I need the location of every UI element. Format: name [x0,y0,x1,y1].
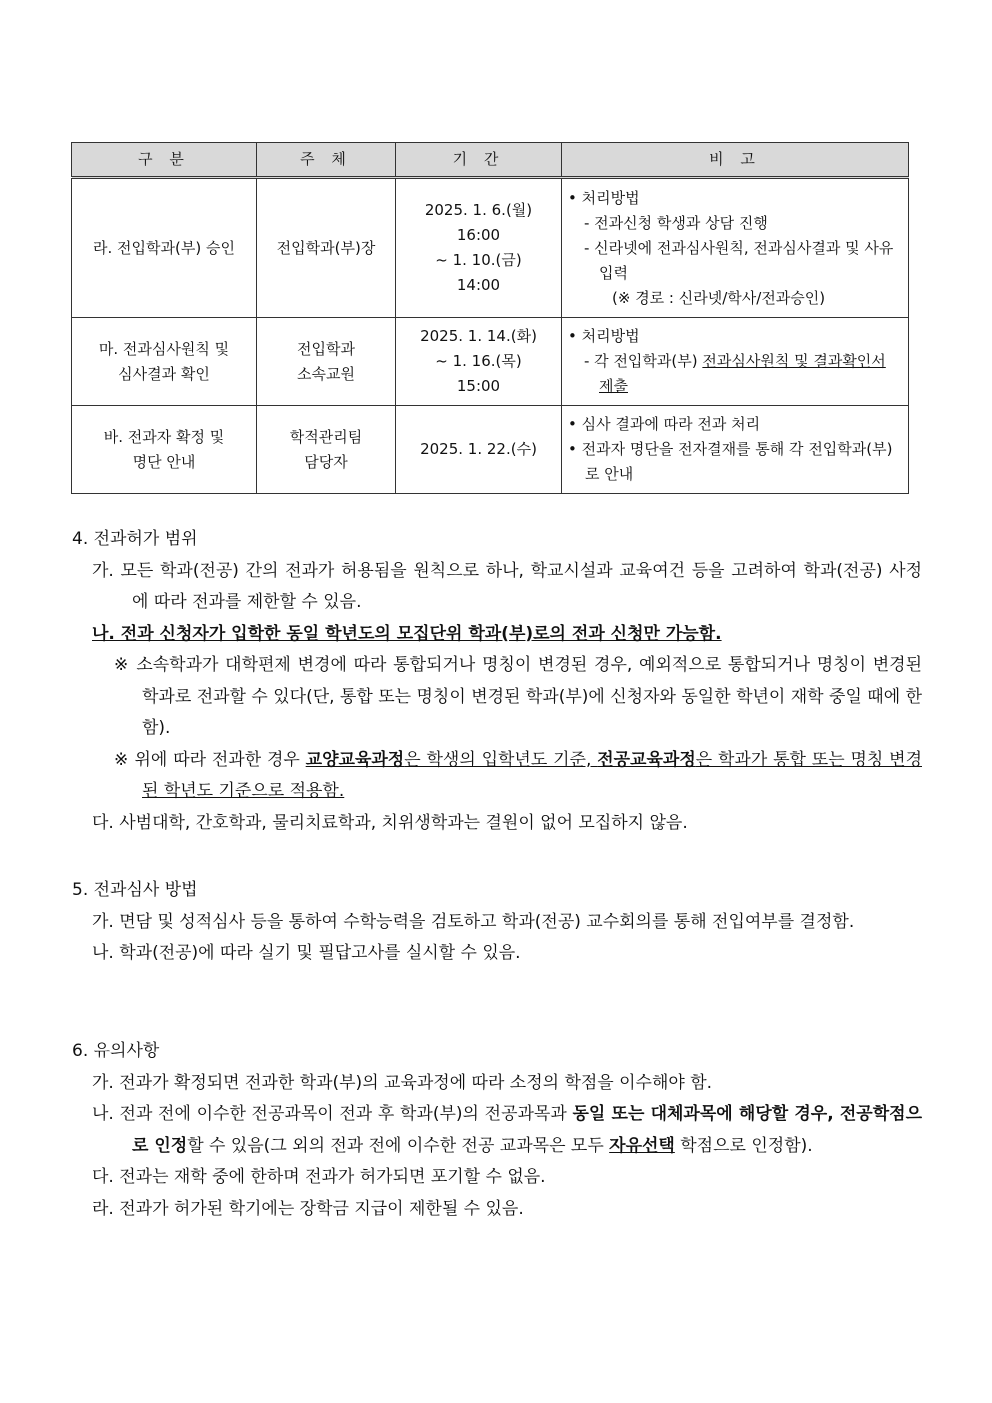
list-item: 가. 모든 학과(전공) 간의 전과가 허용됨을 원칙으로 하나, 학교시설과 교육여건 등을 고려하여 학과(전공) 사정에 따라 전과를 제한할 수 있음. [92,560,922,612]
section-review-method [72,875,922,970]
subject-line: 담당자 [304,452,348,471]
list-item: 가. 전과가 확정되면 전과한 학과(부)의 교육과정에 따라 소정의 학점을 이수해야 함. [92,1072,713,1093]
row-category [72,318,257,406]
note-underlined: 전과심사원칙 및 결과확인서 제출 [599,352,886,395]
item-text: 나. 전과 전에 이수한 전공과목이 전과 후 학과(부)의 전공과목과 [92,1104,573,1124]
note-dash: - 전과신청 학생과 상담 진행 [584,213,768,232]
header-category: 구 분 [72,143,257,178]
section-title: 4. 전과허가 범위 [72,529,198,549]
row-category: 라. 전입학과(부) 승인 [72,178,257,318]
list-item: 나. 학과(전공)에 따라 실기 및 필답고사를 실시할 수 있음. [92,943,521,963]
note-bullet: • 전과자 명단을 전자결재를 통해 각 전입학과(부)로 안내 [568,440,893,483]
item-emphasis: 동일 또는 대체과목에 해당할 경우, 전공학점으로 인정 [132,1104,922,1156]
category-line: 마. 전과심사원칙 및 [98,339,230,358]
section-title: 5. 전과심사 방법 [72,880,198,900]
row-period [396,318,562,406]
subject-line: 학적관리팀 [289,427,363,446]
row-subject [257,406,396,494]
list-item [72,1099,922,1162]
row-subject [257,318,396,406]
note-bullet: • 처리방법 [568,188,640,207]
table-row [72,406,909,494]
header-notes: 비 고 [562,143,909,178]
period-line: ~ 1. 16.(목) [435,352,522,370]
schedule-table [71,142,909,494]
note-underlined: 은 학생의 입학년도 기준, [404,749,598,770]
list-item: 다. 사범대학, 간호학과, 물리치료학과, 치위생학과는 결원이 없어 모집하지 않음. [92,812,688,833]
category-line: 심사결과 확인 [118,364,210,383]
note-underlined: 은 학과가 통합 또는 명칭 변경된 학년도 기준으로 적용함. [142,749,922,801]
period-line: 16:00 [456,226,501,244]
subject-line: 전입학과 [297,339,355,358]
row-subject: 전입학과(부)장 [257,178,396,318]
note-emphasis: 전공교육과정 [597,749,696,770]
header-subject: 주 체 [257,143,396,178]
period-line: 2025. 1. 6.(월) [424,201,533,219]
list-item-emphasis: 나. 전과 신청자가 입학한 동일 학년도의 모집단위 학과(부)로의 전과 신청만 가능함. [92,623,722,644]
period-line: 14:00 [456,276,501,294]
note-dash [568,349,902,399]
note-item: ※ 소속학과가 대학편제 변경에 따라 통합되거나 명칭이 변경된 경우, 예외적으로 통합되거나 명칭이 변경된 학과로 전과할 수 있다(단, 통합 또는 명칭이 변경된 학과(부)에 신청자와 동일한 학년이 재학 중일 때에 한함). [114,655,922,738]
note-text: ※ 위에 따라 전과한 경우 [114,749,306,770]
row-category [72,406,257,494]
period-line: 2025. 1. 14.(화) [420,327,537,345]
row-period [396,178,562,318]
note-emphasis: 교양교육과정 [305,749,405,770]
header-period: 기 간 [396,143,562,178]
note-item [72,745,922,808]
list-item: 가. 면담 및 성적심사 등을 통하여 수학능력을 검토하고 학과(전공) 교수회의를 통해 전입여부를 결정함. [92,911,855,932]
section-transfer-scope [72,524,922,839]
item-text: 학점으로 인정함). [674,1135,813,1156]
note-text: - 각 전입학과(부) [584,352,703,370]
row-period: 2025. 1. 22.(수) [396,406,562,494]
row-notes [562,406,909,494]
section-title: 6. 유의사항 [72,1041,160,1061]
item-text: 할 수 있음(그 외의 전과 전에 이수한 전공 교과목은 모두 [187,1135,610,1156]
row-notes [562,178,909,318]
period-line: 15:00 [456,377,501,395]
section-precautions [72,1036,922,1225]
note-dash: - 신라넷에 전과심사원칙, 전과심사결과 및 사유 입력 [584,238,894,282]
note-bullet: • 처리방법 [568,327,640,345]
list-item: 라. 전과가 허가된 학기에는 장학금 지급이 제한될 수 있음. [92,1198,524,1219]
table-row [72,178,909,318]
category-line: 명단 안내 [132,452,196,471]
item-emphasis: 자유선택 [609,1135,675,1156]
period-line: ~ 1. 10.(금) [435,251,522,269]
row-notes [562,318,909,406]
note-bullet: • 심사 결과에 따라 전과 처리 [568,415,761,433]
note-path: (※ 경로 : 신라넷/학사/전과승인) [612,288,826,307]
table-header-row [72,143,909,178]
list-item: 다. 전과는 재학 중에 한하며 전과가 허가되면 포기할 수 없음. [92,1167,546,1187]
table-row [72,318,909,406]
category-line: 바. 전과자 확정 및 [103,427,225,446]
subject-line: 소속교원 [297,364,355,383]
